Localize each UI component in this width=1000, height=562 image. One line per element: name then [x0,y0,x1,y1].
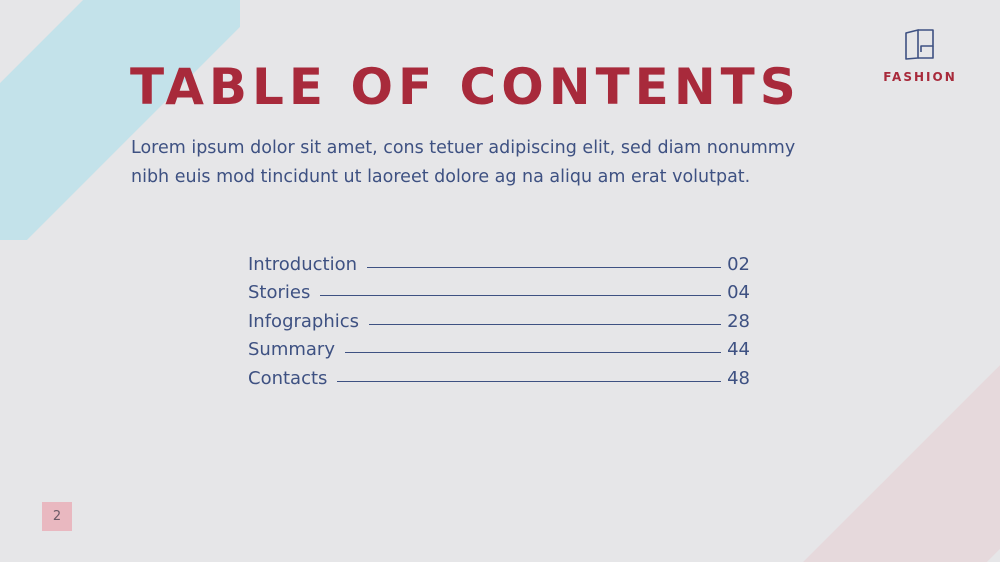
toc-entry-page: 48 [727,367,750,389]
toc-leader-line [337,381,721,382]
decorative-blue-stripe [0,0,240,240]
toc-leader-line [345,352,721,353]
toc-entry-page: 04 [727,282,750,303]
intro-paragraph [131,134,871,192]
toc-entry-label: Contacts [248,367,328,389]
intro-line-1: Lorem ipsum dolor sit amet, cons tetuer adipiscing elit, sed diam nonummy [131,138,796,158]
toc-leader-line [320,295,721,296]
toc-entry[interactable] [248,303,750,332]
brand-logo [880,28,960,84]
page-title: TABLE OF CONTENTS [130,58,801,116]
toc-entry-page: 44 [727,339,750,360]
toc-entry-label: Summary [248,339,335,360]
toc-entry[interactable] [248,360,750,389]
toc-entry-label: Infographics [248,310,360,332]
decorative-pink-stripe [760,322,1000,562]
brand-name: FASHION [883,70,957,84]
toc-entry[interactable] [248,246,750,275]
toc-entry-label: Introduction [248,253,358,275]
slide-number-badge: 2 [42,502,72,531]
toc-leader-line [367,267,721,268]
intro-line-2: nibh euis mod tincidunt ut laoreet dolore ag na aliqu am erat volutpat. [131,167,751,187]
fashion-logo-icon [903,28,937,62]
toc-entry-page: 02 [727,253,750,275]
toc-entry[interactable] [248,332,750,361]
toc-leader-line [369,324,721,325]
toc-entry-label: Stories [248,282,311,303]
table-of-contents [248,246,750,389]
toc-entry[interactable] [248,275,750,304]
toc-entry-page: 28 [727,310,750,332]
